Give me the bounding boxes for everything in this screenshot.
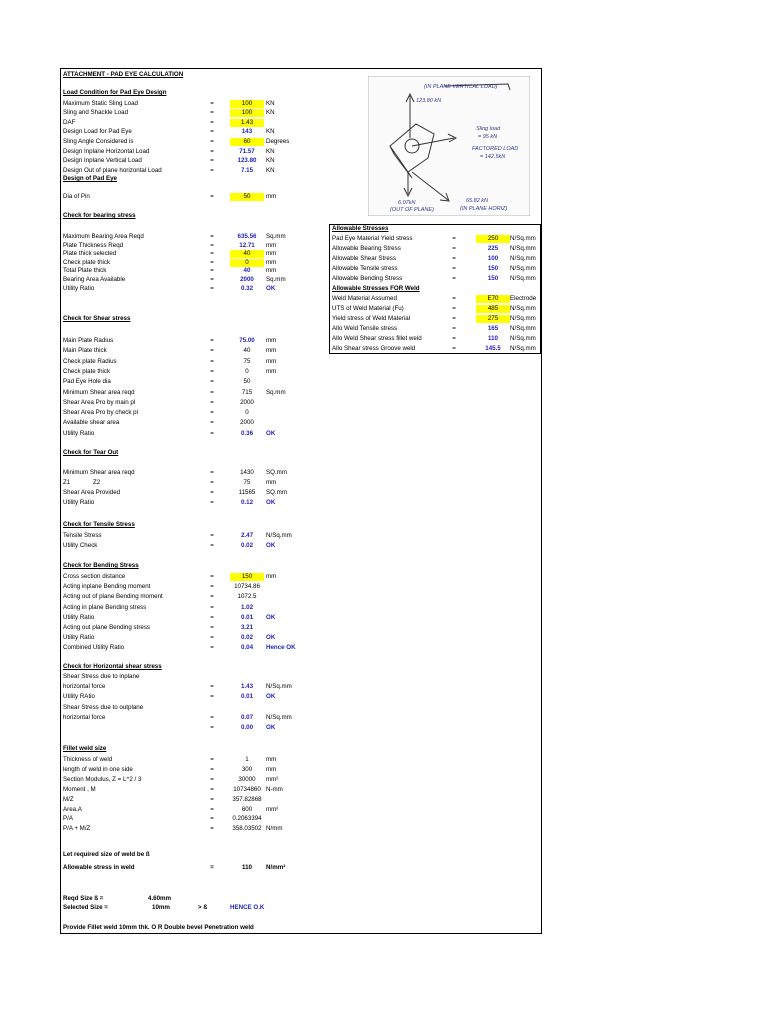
- row-value: 0.32: [240, 284, 254, 292]
- row-equals: =: [210, 573, 214, 580]
- row-unit: OK: [266, 693, 276, 701]
- row-value: 165: [487, 325, 499, 332]
- row-label: Shear Stress due to outplane: [63, 703, 144, 711]
- row-label: Maximum Bearing Area Reqd: [63, 233, 144, 240]
- row-equals: =: [452, 245, 456, 252]
- row-value: 0.07: [240, 713, 254, 721]
- row-equals: =: [210, 683, 214, 691]
- section-heading: Check for bearing stress: [63, 212, 136, 219]
- row-value: 0.04: [240, 644, 254, 652]
- row-equals: =: [210, 241, 214, 249]
- allow-weld-label: Allowable stress in weld: [63, 864, 135, 871]
- row-value: 2000: [240, 276, 254, 283]
- row-equals: =: [210, 337, 214, 344]
- row-unit: KN: [266, 128, 275, 136]
- row-unit: N/Sq.mm: [510, 235, 536, 242]
- row-value: 1430: [240, 469, 254, 476]
- row-unit: N/Sq.mm: [510, 315, 536, 322]
- row-value: 275: [476, 315, 510, 323]
- row-value: 150: [487, 275, 499, 282]
- pad-eye-sketch: [368, 76, 530, 216]
- row-value: 10734860: [233, 785, 261, 793]
- sketch-note-top: (IN PLANE VERTICAL LOAD): [424, 84, 498, 90]
- row-label: Main Plate thick: [63, 347, 107, 355]
- row-label-2: Z2: [93, 479, 101, 486]
- section-heading: Check for Bending Stress: [63, 562, 139, 569]
- row-equals: =: [210, 795, 214, 803]
- row-equals: =: [210, 347, 214, 355]
- row-equals: =: [210, 603, 214, 611]
- row-label: Shear Area Pro by main pl: [63, 398, 136, 406]
- sketch-sling-label: Sling load: [476, 126, 501, 132]
- row-value: 110: [488, 335, 498, 342]
- row-label: Pad Eye Material Yield stress: [332, 235, 413, 242]
- row-label: Maximum Static Sling Load: [63, 99, 138, 107]
- row-equals: =: [210, 469, 214, 476]
- row-label: Total Plate thick: [63, 267, 107, 275]
- row-label: Check plate thick: [63, 258, 111, 266]
- row-value: 0: [230, 259, 264, 267]
- row-value: 40: [243, 267, 251, 275]
- row-unit: SQ.mm: [266, 469, 287, 476]
- row-label: Acting in plane Bending stress: [63, 603, 147, 611]
- row-equals: =: [210, 775, 214, 783]
- row-unit: SQ.mm: [266, 489, 287, 496]
- row-value: 357.82868: [232, 795, 262, 803]
- row-label: Allo Weld Tensile stress: [332, 325, 398, 332]
- row-value: 0.36: [240, 429, 254, 437]
- row-value: 485: [476, 305, 510, 313]
- row-equals: =: [452, 325, 456, 332]
- row-label: Utility Ratio: [63, 634, 95, 642]
- row-label: Design Out of plane horizontal Load: [63, 166, 162, 174]
- row-label: Available shear area: [63, 419, 120, 427]
- section-heading: Check for Horizontal shear stress: [63, 663, 162, 670]
- row-value: 1.43: [240, 683, 254, 691]
- row-value: 715: [241, 388, 253, 396]
- row-label: Plate thick selected: [63, 250, 117, 258]
- row-value: 75: [243, 479, 251, 486]
- row-label: Acting out of plane Bending moment: [63, 593, 163, 601]
- row-label: Check plate thick: [63, 367, 111, 375]
- row-equals: =: [210, 128, 214, 136]
- row-label: UTS of Weld Material (Fu): [332, 305, 404, 312]
- row-label: Thickness of weld: [63, 756, 113, 763]
- row-equals: =: [452, 235, 456, 242]
- row-unit: mm: [266, 756, 277, 763]
- row-value: 2000: [240, 398, 254, 406]
- row-label: Bearing Area Available: [63, 276, 126, 283]
- row-unit: KN: [266, 157, 275, 165]
- row-label: Allo Shear stress Groove weld: [332, 345, 416, 352]
- row-label: Allowable Shear Stress: [332, 255, 396, 262]
- row-unit: mm: [266, 337, 277, 344]
- row-unit: N-mm: [266, 785, 283, 793]
- row-value: 150: [230, 573, 264, 581]
- sketch-top-value: 123.80 kN: [416, 98, 442, 104]
- row-value: 100: [230, 100, 264, 108]
- row-value: 0.2063394: [232, 815, 262, 823]
- row-label: Section Modulus, Z = L^2 / 3: [63, 775, 142, 783]
- sketch-sling-value: = 95 kN: [478, 134, 498, 140]
- row-unit: N/Sq.mm: [510, 305, 536, 312]
- reqd-size-label: Reqd Size ß =: [63, 895, 104, 902]
- row-equals: =: [210, 532, 214, 539]
- row-equals: =: [452, 335, 456, 342]
- row-value: 11565: [238, 489, 256, 496]
- row-label: Yield stress of Weld Material: [332, 315, 411, 322]
- row-value: 40: [230, 250, 264, 258]
- row-unit: mm: [266, 267, 277, 275]
- weld-let-text: Let required size of weld be ß: [63, 851, 150, 858]
- row-value: 0: [245, 367, 249, 375]
- row-equals: =: [210, 166, 214, 174]
- row-value: 225: [487, 245, 499, 252]
- row-equals: =: [452, 345, 456, 352]
- row-label: Minimum Shear area reqd: [63, 469, 135, 476]
- selected-result: HENCE O.K: [230, 904, 265, 911]
- row-equals: =: [210, 99, 214, 107]
- row-value: 600: [241, 805, 253, 813]
- row-equals: =: [210, 267, 214, 275]
- row-equals: =: [210, 367, 214, 375]
- row-value: 250: [476, 235, 510, 243]
- row-value: 358.03502: [232, 825, 262, 833]
- row-label: Area,A: [63, 805, 82, 813]
- row-value: 0.12: [240, 499, 254, 506]
- row-equals: =: [452, 305, 456, 312]
- row-unit: Hence OK: [266, 644, 296, 652]
- row-label: Utility Ratio: [63, 613, 95, 621]
- row-label: Acting inplane Bending moment: [63, 583, 151, 591]
- row-unit: N/Sq.mm: [510, 325, 536, 332]
- row-unit: Electrode: [510, 295, 537, 302]
- row-label: Combined Utility Ratio: [63, 644, 125, 652]
- row-unit: mm: [266, 573, 277, 580]
- row-value: 100: [230, 109, 264, 117]
- row-value: 0.02: [240, 634, 254, 642]
- row-value: 0: [245, 409, 249, 417]
- row-value: 150: [487, 265, 499, 272]
- row-unit: N/Sq.mm: [510, 265, 536, 272]
- row-unit: KN: [266, 147, 275, 155]
- row-equals: =: [210, 388, 214, 396]
- row-unit: N/Sq.mm: [510, 245, 536, 252]
- row-value: 123.80: [237, 157, 257, 165]
- row-label: Utility Ratio: [63, 499, 95, 506]
- row-equals: =: [210, 233, 214, 240]
- section-heading: Check for Tensile Stress: [63, 521, 135, 528]
- row-value: 300: [241, 765, 253, 773]
- row-value: 12.71: [239, 241, 255, 249]
- row-equals: =: [210, 583, 214, 591]
- row-unit: mm: [266, 347, 277, 355]
- row-equals: =: [210, 825, 214, 833]
- sketch-in-note: (IN PLANE HORIZ): [460, 206, 508, 212]
- row-value: 50: [243, 378, 251, 386]
- row-value: 1.43: [230, 119, 264, 127]
- row-unit: N/Sq.mm: [510, 255, 536, 262]
- row-value: 71.57: [239, 147, 255, 155]
- row-label: Sling and Shackle Load: [63, 109, 129, 117]
- row-value: E70: [476, 295, 510, 303]
- row-equals: =: [452, 295, 456, 302]
- row-equals: =: [210, 419, 214, 427]
- row-unit: OK: [266, 724, 276, 731]
- section-heading: Allowable Stresses FOR Weld: [332, 285, 420, 292]
- row-label: Allowable Bending Stress: [332, 275, 403, 282]
- sketch-in-value: 65.82 kN: [466, 198, 489, 204]
- row-equals: =: [210, 785, 214, 793]
- row-equals: =: [210, 398, 214, 406]
- row-label: Dia of Pin: [63, 193, 90, 200]
- row-value: 145.5: [485, 345, 501, 352]
- row-equals: =: [210, 624, 214, 631]
- row-label: Design Inplane Horizontal Load: [63, 147, 150, 155]
- row-equals: =: [210, 157, 214, 165]
- reqd-size-value: 4.60mm: [148, 895, 172, 902]
- row-equals: =: [210, 693, 214, 701]
- row-unit: N/Sq.mm: [266, 713, 292, 721]
- row-equals: =: [210, 284, 214, 292]
- row-label: Minimum Shear area reqd: [63, 388, 135, 396]
- row-value: 1072.5: [237, 593, 257, 601]
- sketch-out-value: 6.07kN: [398, 200, 416, 206]
- row-value: 100: [487, 255, 499, 262]
- row-value: 0.01: [240, 613, 254, 621]
- selected-compare: > ß: [198, 904, 208, 911]
- row-label: M/Z: [63, 795, 74, 803]
- allow-weld-value: 110: [242, 864, 252, 871]
- section-heading: Allowable Stresses: [332, 225, 389, 232]
- row-value: 143: [241, 128, 253, 136]
- row-label: length of weld in one side: [63, 765, 133, 773]
- row-equals: =: [210, 634, 214, 642]
- row-value: 50: [230, 193, 264, 201]
- row-equals: =: [452, 275, 456, 282]
- row-equals: =: [210, 109, 214, 117]
- row-label: Weld Material Assumed: [332, 295, 397, 302]
- row-equals: =: [210, 378, 214, 386]
- row-label: Acting out plane Bending stress: [63, 624, 151, 631]
- row-unit: mm: [266, 357, 277, 365]
- section-heading: Design of Pad Eye: [63, 175, 117, 182]
- row-equals: =: [210, 489, 214, 496]
- row-equals: =: [210, 357, 214, 365]
- row-value: 7.15: [240, 166, 254, 174]
- row-unit: mm: [266, 193, 277, 200]
- row-equals: =: [210, 805, 214, 813]
- row-equals: =: [452, 255, 456, 262]
- row-equals: =: [210, 613, 214, 621]
- row-equals: =: [210, 118, 214, 126]
- allow-weld-unit: N/mm²: [266, 864, 286, 871]
- section-heading: Load Condition for Pad Eye Design: [63, 89, 167, 96]
- row-label: Moment , M: [63, 785, 96, 793]
- row-unit: N/Sq.mm: [266, 683, 292, 691]
- row-unit: KN: [266, 99, 275, 107]
- section-heading: Check for Shear stress: [63, 315, 131, 322]
- row-label: Allo Weld Shear stress fillet weld: [332, 335, 422, 342]
- row-equals: =: [210, 815, 214, 823]
- row-equals: =: [210, 713, 214, 721]
- section-heading: Fillet weld size: [63, 745, 107, 752]
- row-equals: =: [210, 276, 214, 283]
- selected-size-label: Selected Size =: [63, 904, 108, 911]
- row-value: 60: [230, 138, 264, 146]
- sketch-out-note: (OUT OF PLANE): [390, 207, 434, 213]
- row-value: 75.00: [239, 337, 255, 344]
- row-unit: mm: [266, 258, 277, 266]
- sketch-factored-value: = 142.5kN: [480, 154, 506, 160]
- row-value: 75: [243, 357, 251, 365]
- row-label: Utility Ratio: [63, 429, 95, 437]
- row-equals: =: [210, 864, 214, 871]
- row-value: 1: [245, 756, 249, 763]
- row-equals: =: [210, 429, 214, 437]
- row-unit: N/mm: [266, 825, 283, 833]
- row-label: Allowable Tensile stress: [332, 265, 398, 272]
- page-title: ATTACHMENT - PAD EYE CALCULATION: [63, 71, 184, 78]
- selected-size-value: 10mm: [152, 904, 170, 911]
- row-unit: Sq.mm: [266, 276, 286, 283]
- row-unit: N/Sq.mm: [510, 335, 536, 342]
- row-value: 10734.86: [234, 583, 260, 591]
- row-value: 635.56: [237, 233, 257, 240]
- row-unit: OK: [266, 284, 276, 292]
- row-equals: =: [210, 593, 214, 601]
- sketch-factored-label: FACTORED LOAD: [472, 146, 519, 152]
- row-value: 3.21: [240, 624, 254, 631]
- row-equals: =: [210, 250, 214, 258]
- row-label: Utility Ratio: [63, 284, 95, 292]
- row-unit: OK: [266, 613, 276, 621]
- row-unit: KN: [266, 109, 275, 117]
- row-value: 30000: [238, 775, 256, 783]
- section-heading: Check for Tear Out: [63, 449, 119, 456]
- row-label: Plate Thickness Reqd: [63, 241, 124, 249]
- row-label: P/A + M/Z: [63, 825, 91, 833]
- row-equals: =: [210, 193, 214, 200]
- row-value: 0.01: [240, 693, 254, 701]
- row-label: Z1: [63, 479, 71, 486]
- row-equals: =: [210, 479, 214, 486]
- row-value: 40: [243, 347, 251, 355]
- row-unit: OK: [266, 429, 276, 437]
- row-label: P/A: [63, 815, 73, 823]
- row-equals: =: [210, 137, 214, 145]
- row-equals: =: [210, 147, 214, 155]
- row-equals: =: [210, 724, 214, 731]
- row-equals: =: [210, 258, 214, 266]
- row-unit: Degrees: [266, 137, 290, 145]
- row-label: Tensile Stress: [63, 532, 102, 539]
- row-label: Check plate Radius: [63, 357, 117, 365]
- row-unit: mm: [266, 250, 277, 258]
- row-unit: mm²: [266, 805, 279, 813]
- row-equals: =: [210, 756, 214, 763]
- row-equals: =: [210, 542, 214, 549]
- row-unit: OK: [266, 499, 276, 506]
- row-unit: N/Sq.mm: [510, 345, 536, 352]
- row-value: 2000: [240, 419, 254, 427]
- row-unit: N/Sq.mm: [266, 532, 292, 539]
- row-equals: =: [210, 409, 214, 417]
- row-equals: =: [452, 315, 456, 322]
- row-label: horizontal force: [63, 683, 106, 691]
- row-label: Main Plate Radius: [63, 337, 114, 344]
- row-value: 0.00: [240, 724, 254, 731]
- row-equals: =: [452, 265, 456, 272]
- row-value: 0.02: [240, 542, 254, 549]
- row-label: DAF: [63, 118, 76, 126]
- row-label: Design Load for Pad Eye: [63, 128, 132, 136]
- row-unit: mm: [266, 241, 277, 249]
- row-value: 1.02: [240, 603, 254, 611]
- row-unit: Sq.mm: [266, 388, 286, 396]
- sketch-drawing: [368, 76, 530, 216]
- row-label: Sling Angle Considered is: [63, 137, 134, 145]
- row-label: Allowable Bearing Stress: [332, 245, 401, 252]
- row-unit: mm: [266, 479, 277, 486]
- row-unit: mm²: [266, 775, 279, 783]
- row-unit: Sq.mm: [266, 233, 286, 240]
- row-value: 2.47: [240, 532, 254, 539]
- row-unit: KN: [266, 166, 275, 174]
- row-label: Utility RAtio: [63, 693, 95, 701]
- row-unit: N/Sq.mm: [510, 275, 536, 282]
- row-unit: mm: [266, 367, 277, 375]
- row-label: Pad Eye Hole dia: [63, 378, 111, 386]
- row-equals: =: [210, 499, 214, 506]
- row-label: Utility Check: [63, 542, 98, 549]
- row-label: Shear Area Provided: [63, 489, 121, 496]
- row-label: Shear Area Pro by check pl: [63, 409, 138, 417]
- row-label: horizontal force: [63, 713, 106, 721]
- row-equals: =: [210, 765, 214, 773]
- row-label: Shear Stress due to inplane: [63, 673, 140, 680]
- row-unit: mm: [266, 765, 277, 773]
- row-unit: OK: [266, 542, 276, 549]
- row-label: Design Inplane Vertical Load: [63, 157, 142, 165]
- provide-note: Provide Fillet weld 10mm thk. O R Double bevel Penetration weld: [63, 924, 254, 931]
- row-equals: =: [210, 644, 214, 652]
- row-label: Cross section distance: [63, 573, 126, 580]
- row-unit: OK: [266, 634, 276, 642]
